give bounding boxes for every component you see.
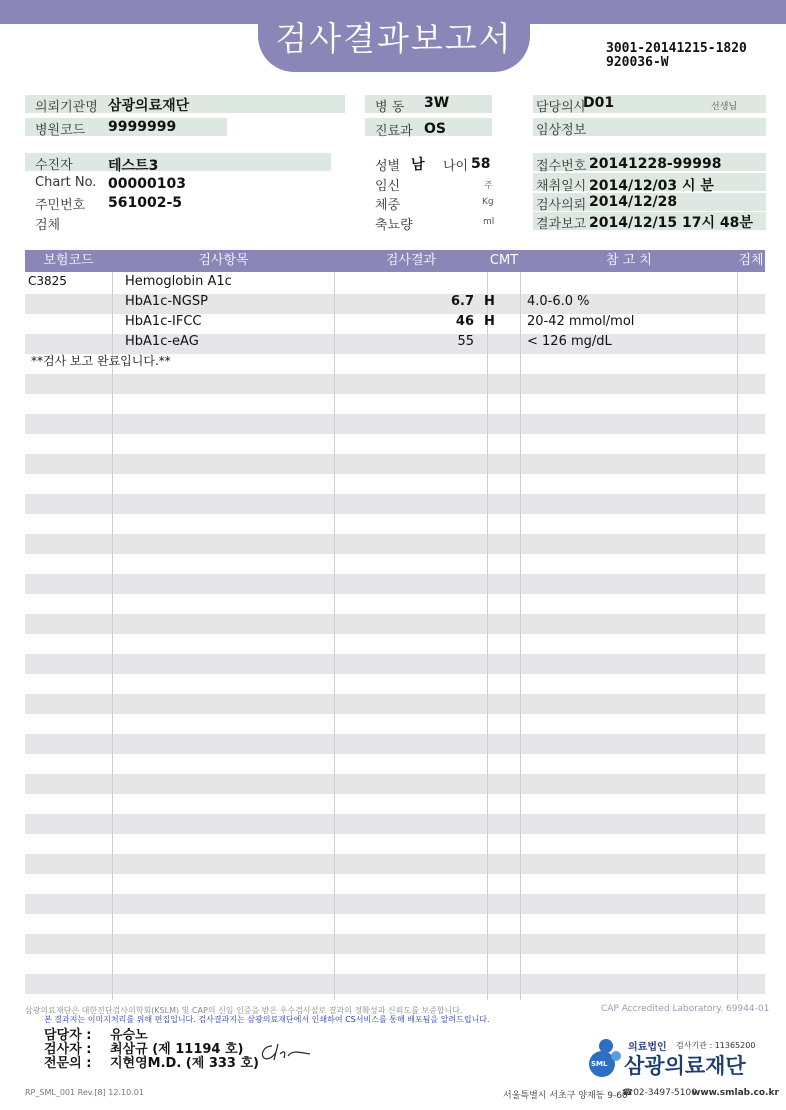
logo-name: 삼광의료재단: [624, 1054, 746, 1078]
patient-label: 수진자: [35, 158, 73, 173]
receipt-value: 20141228-99998: [589, 156, 722, 172]
chart-no-value: 00000103: [108, 176, 186, 192]
col-reference: 참 고 치: [606, 253, 652, 268]
col-cmt: CMT: [489, 253, 519, 268]
table-stripe: [25, 814, 765, 834]
table-stripe: [25, 654, 765, 674]
logo-badge: SML: [591, 1060, 608, 1068]
age-label: 나이: [443, 159, 469, 174]
address: 서울특별시 서초구 양재동 9-60: [503, 1091, 628, 1101]
urine-unit: ml: [483, 217, 495, 227]
table-stripe: [25, 854, 765, 874]
table-stripe: [25, 374, 765, 394]
row4-ref: < 126 mg/dL: [527, 334, 612, 349]
staff-name-1: 유승노: [110, 1028, 148, 1043]
results-table-header: [25, 250, 765, 272]
table-stripe: [25, 614, 765, 634]
staff-role-1: 담당자 :: [44, 1028, 92, 1043]
cap-accreditation: CAP Accredited Laboratory. 69944-01: [601, 1004, 770, 1014]
row2-result: 6.7: [450, 294, 474, 309]
row2-flag: H: [484, 294, 495, 309]
doctor-suffix: 선생님: [711, 102, 738, 112]
table-stripe: [25, 734, 765, 754]
patient-value: 테스트3: [108, 158, 159, 174]
row4-result: 55: [457, 334, 474, 349]
staff-name-3: 지현영M.D. (제 333 호): [110, 1056, 259, 1071]
table-stripe: [25, 574, 765, 594]
table-stripe: [25, 454, 765, 474]
row3-item: HbA1c-IFCC: [125, 314, 202, 329]
receipt-label: 접수번호: [536, 159, 587, 174]
report-value: 2014/12/15 17시 48분: [589, 215, 753, 231]
logo-prefix: 의료법인: [628, 1042, 667, 1053]
table-stripe: [25, 934, 765, 954]
row1-code: C3825: [28, 274, 67, 288]
row3-flag: H: [484, 314, 495, 329]
certification-text: 삼광의료재단은 대한진단검사의학회(KSLM) 및 CAP의 신임 인증을 받은 우수검사실로 결과의 정확성과 신뢰도를 보증합니다.: [25, 1006, 463, 1015]
pregnancy-label: 임신: [375, 179, 401, 194]
column-divider: [112, 272, 113, 1000]
column-divider: [737, 272, 738, 1000]
col-insurance-code: 보험코드: [43, 253, 94, 268]
dept-value: OS: [424, 121, 446, 137]
row2-ref: 4.0-6.0 %: [527, 294, 590, 309]
signature-image: [258, 1040, 314, 1064]
report-label: 결과보고: [536, 217, 587, 232]
phone: ☎02-3497-5100: [622, 1088, 697, 1098]
sex-label: 성별: [375, 159, 401, 174]
staff-role-2: 검사자 :: [44, 1042, 92, 1057]
ward-value: 3W: [424, 95, 450, 111]
sex-value: 남: [411, 157, 425, 173]
institution-value: 삼광의료재단: [108, 98, 190, 114]
row3-result: 46: [455, 314, 474, 329]
request-label: 검사의뢰: [536, 198, 587, 213]
col-result: 검사결과: [385, 253, 437, 268]
row4-item: HbA1c-eAG: [125, 334, 199, 349]
table-stripe: [25, 694, 765, 714]
table-stripe: [25, 494, 765, 514]
age-value: 58: [471, 156, 491, 172]
agency-code: 검사기관 : 11365200: [676, 1041, 756, 1050]
staff-name-2: 최삼규 (제 11194 호): [110, 1042, 244, 1057]
doctor-value: D01: [583, 95, 615, 111]
blue-notice: 본 결과지는 이미지처리를 위해 편집입니다. 검사결과지는 삼광의료재단에서 인쇄하여 CS서비스를 통해 배포됨을 알려드립니다.: [44, 1015, 490, 1024]
dept-label: 진료과: [375, 124, 413, 139]
clinical-info-label: 임상정보: [536, 123, 587, 138]
table-stripe: [25, 974, 765, 994]
institution-label: 의뢰기관명: [35, 100, 98, 115]
column-divider: [487, 272, 488, 1000]
urine-label: 축뇨량: [375, 218, 413, 233]
table-stripe: [25, 894, 765, 914]
website-link[interactable]: www.smlab.co.kr: [692, 1088, 779, 1098]
hospital-code-value: 9999999: [108, 119, 177, 135]
doctor-label: 담당의사: [536, 100, 587, 115]
table-stripe: [25, 534, 765, 554]
rrn-value: 561002-5: [108, 195, 182, 211]
col-test-item: 검사항목: [198, 253, 249, 268]
specimen-label: 검체: [35, 218, 61, 233]
row1-item: Hemoglobin A1c: [125, 274, 232, 289]
form-code: RP_SML_001 Rev.[8] 12.10.01: [25, 1088, 144, 1097]
ward-label: 병 동: [375, 100, 405, 115]
pregnancy-unit: 주: [484, 181, 493, 191]
completion-note: **검사 보고 완료입니다.**: [31, 354, 171, 368]
row3-ref: 20-42 mmol/mol: [527, 314, 635, 329]
weight-unit: Kg: [482, 197, 494, 207]
rrn-label: 주민번호: [35, 198, 86, 213]
document-number: 3001-20141215-1820 920036-W: [606, 41, 747, 70]
table-stripe: [25, 774, 765, 794]
collect-value: 2014/12/03 시 분: [589, 178, 714, 194]
weight-label: 체중: [375, 198, 401, 213]
staff-role-3: 전문의 :: [44, 1056, 92, 1071]
column-divider: [520, 272, 521, 1000]
table-stripe: [25, 414, 765, 434]
collect-label: 채취일시: [536, 179, 587, 194]
chart-no-label: Chart No.: [35, 175, 97, 190]
request-value: 2014/12/28: [589, 194, 678, 210]
report-title: 검사결과보고서: [258, 0, 530, 72]
sml-logo-icon: [584, 1036, 624, 1078]
col-specimen: 검체: [738, 253, 764, 268]
column-divider: [334, 272, 335, 1000]
hospital-code-label: 병원코드: [35, 123, 86, 138]
row2-item: HbA1c-NGSP: [125, 294, 208, 309]
